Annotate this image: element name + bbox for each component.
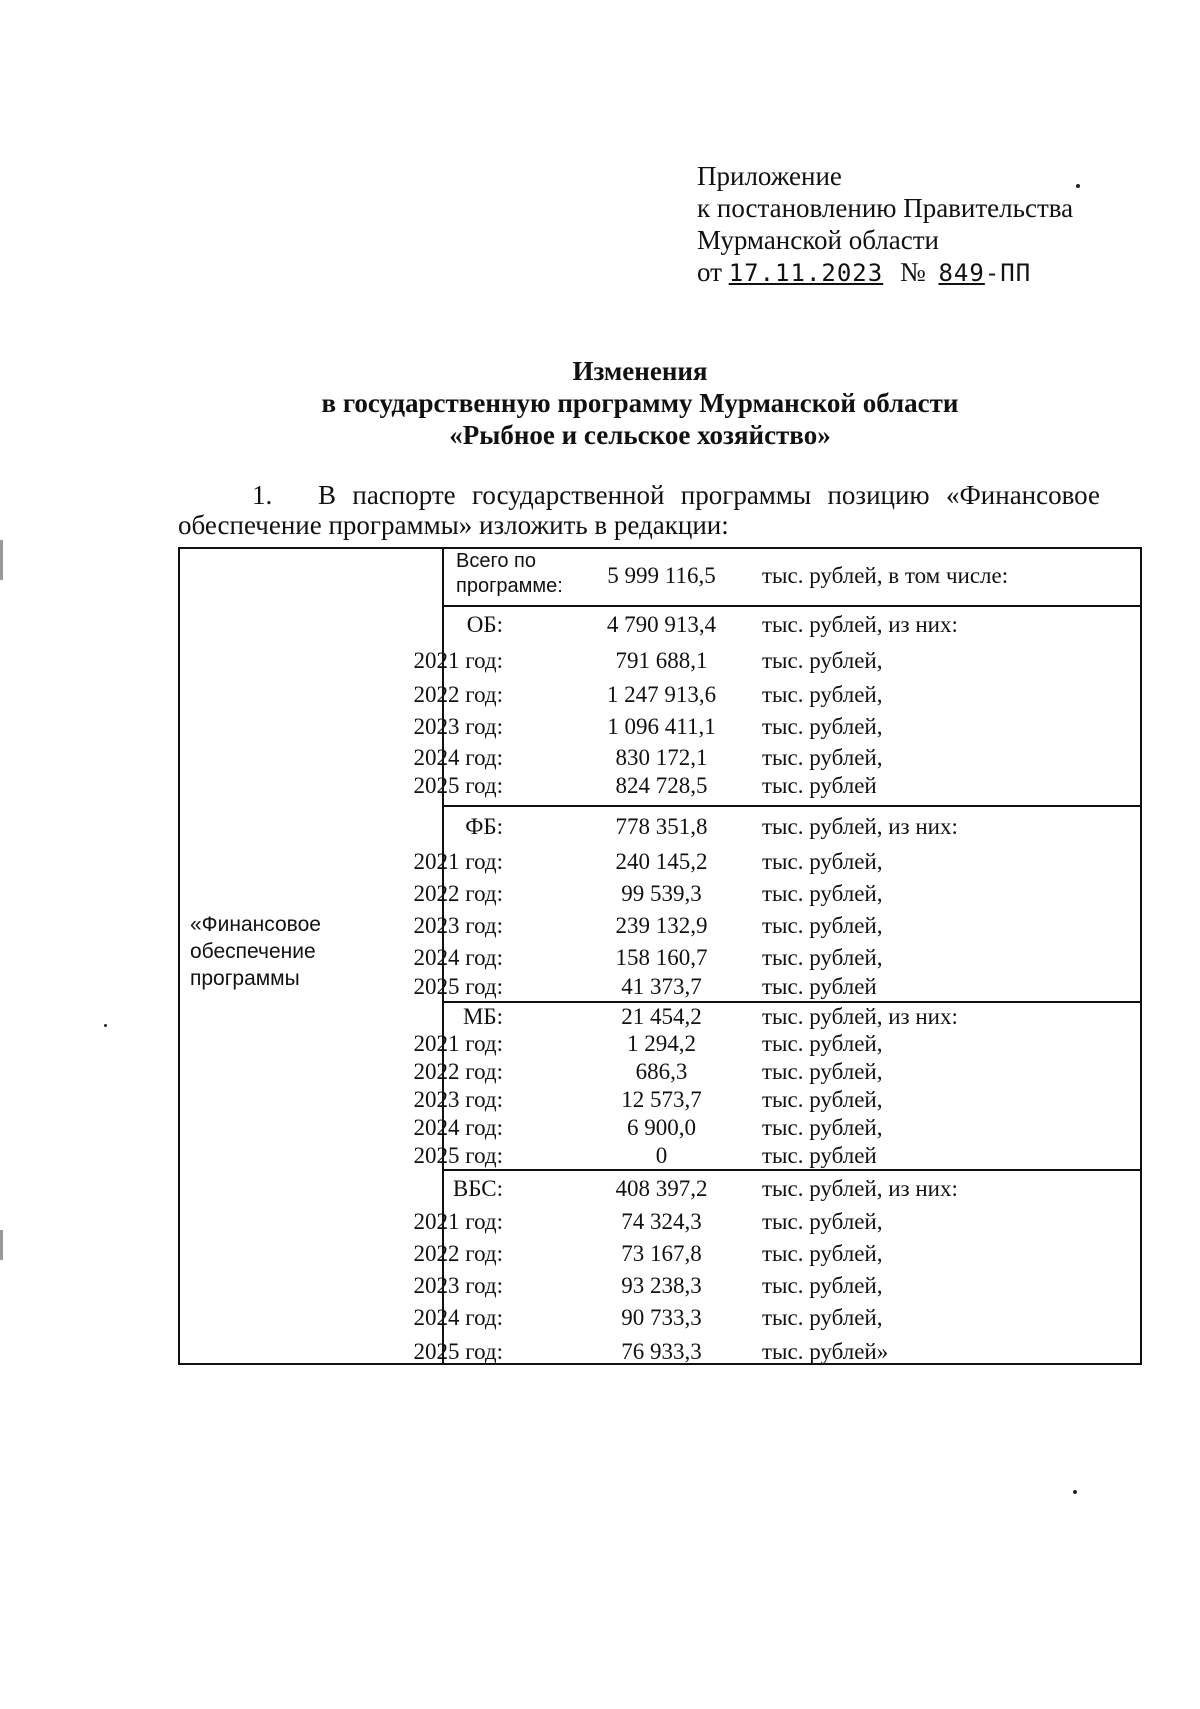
year-label: 2024 год: <box>413 945 503 970</box>
year-unit: тыс. рублей <box>762 773 877 798</box>
year-label: 2021 год: <box>413 1209 503 1234</box>
source-key: МБ: <box>462 1004 503 1029</box>
source-key: ОБ: <box>466 612 503 637</box>
year-unit: тыс. рублей, <box>762 913 883 938</box>
year-value: 158 160,7 <box>615 945 708 970</box>
year-row <box>413 647 1140 675</box>
year-value: 824 728,5 <box>615 773 708 798</box>
year-value: 76 933,3 <box>621 1339 702 1364</box>
year-unit: тыс. рублей, <box>762 945 883 970</box>
year-value: 686,3 <box>635 1059 688 1084</box>
paragraph-number: 1. <box>252 480 273 510</box>
source-total-row <box>444 611 1140 639</box>
source-block-fb <box>413 805 1140 1001</box>
year-unit: тыс. рублей, <box>762 1209 883 1234</box>
year-value: 73 167,8 <box>621 1241 702 1266</box>
year-unit: тыс. рублей <box>762 1143 877 1168</box>
year-label: 2023 год: <box>413 913 503 938</box>
year-unit: тыс. рублей, <box>762 881 883 906</box>
year-value: 41 373,7 <box>621 974 702 999</box>
year-unit: тыс. рублей, <box>762 648 883 673</box>
source-unit: тыс. рублей, из них: <box>762 814 958 839</box>
year-row <box>413 1058 1140 1086</box>
source-block-mb <box>413 1001 1140 1169</box>
source-value: 21 454,2 <box>621 1004 702 1029</box>
total-label-line-1: Всего по <box>456 550 536 572</box>
year-unit: тыс. рублей, <box>762 714 883 739</box>
scan-edge-mark <box>0 540 3 580</box>
scan-speck <box>1073 1490 1077 1494</box>
year-row <box>413 1114 1140 1142</box>
year-unit: тыс. рублей, <box>762 682 883 707</box>
year-unit: тыс. рублей, <box>762 1273 883 1298</box>
year-value: 6 900,0 <box>627 1115 696 1140</box>
financing-label <box>190 911 321 992</box>
paragraph-1 <box>178 480 1100 540</box>
scan-edge-mark <box>0 1230 3 1260</box>
year-unit: тыс. рублей, <box>762 1115 883 1140</box>
year-row <box>413 681 1140 709</box>
year-unit: тыс. рублей, <box>762 1059 883 1084</box>
heading-subtitle: в государственную программу Мурманской области <box>321 388 959 418</box>
year-value: 90 733,3 <box>621 1305 702 1330</box>
year-label: 2025 год: <box>413 1339 503 1364</box>
year-row <box>413 880 1140 908</box>
total-block <box>444 549 1140 605</box>
source-total-row <box>444 813 1140 841</box>
financing-table <box>178 547 1142 1365</box>
source-value: 408 397,2 <box>615 1176 708 1201</box>
total-row <box>444 562 1140 590</box>
year-label: 2025 год: <box>413 1143 503 1168</box>
year-value: 93 238,3 <box>621 1273 702 1298</box>
year-row <box>413 713 1140 741</box>
financing-label-line-1: «Финансовое <box>190 913 321 936</box>
year-unit: тыс. рублей, <box>762 1305 883 1330</box>
year-label: 2021 год: <box>413 849 503 874</box>
appendix-dateline <box>697 256 1073 289</box>
year-row <box>413 973 1140 1001</box>
year-row <box>413 772 1140 800</box>
total-label-line-2: программе: <box>456 575 563 597</box>
year-row <box>413 1240 1140 1268</box>
year-row <box>413 744 1140 772</box>
year-unit: тыс. рублей <box>762 974 877 999</box>
year-row <box>413 1338 1140 1366</box>
year-row <box>413 1030 1140 1058</box>
number-sign: № <box>899 257 926 287</box>
year-label: 2022 год: <box>413 881 503 906</box>
year-label: 2023 год: <box>413 714 503 739</box>
year-row <box>413 1208 1140 1236</box>
year-value: 239 132,9 <box>615 913 708 938</box>
paragraph-text-1: В паспорте государственной программы позицию «Финансовое <box>318 480 1100 510</box>
financing-label-line-3: программы <box>190 967 300 990</box>
financing-label-line-2: обеспечение <box>190 940 316 963</box>
heading-program-name: «Рыбное и сельское хозяйство» <box>449 420 831 450</box>
year-label: 2022 год: <box>413 1241 503 1266</box>
resolution-date: 17.11.2023 <box>728 259 884 287</box>
year-label: 2024 год: <box>413 1305 503 1330</box>
year-label: 2024 год: <box>413 745 503 770</box>
source-key: ФБ: <box>465 814 503 839</box>
scan-speck <box>1076 184 1080 188</box>
date-prefix: от <box>697 257 722 287</box>
appendix-title: Приложение <box>697 161 842 191</box>
year-unit: тыс. рублей, <box>762 1241 883 1266</box>
paragraph-line-1 <box>178 480 1100 510</box>
year-unit: тыс. рублей, <box>762 1087 883 1112</box>
year-unit: тыс. рублей» <box>762 1339 889 1364</box>
year-unit: тыс. рублей, <box>762 849 883 874</box>
appendix-line-resolution: к постановлению Правительства <box>697 193 1074 223</box>
document-heading <box>0 355 1200 451</box>
year-value: 99 539,3 <box>621 881 702 906</box>
year-row <box>413 1142 1140 1170</box>
source-block-vbs <box>413 1169 1140 1364</box>
year-value: 830 172,1 <box>615 745 708 770</box>
source-unit: тыс. рублей, из них: <box>762 1004 958 1029</box>
year-row <box>413 848 1140 876</box>
year-unit: тыс. рублей, <box>762 745 883 770</box>
year-label: 2022 год: <box>413 682 503 707</box>
scan-speck <box>104 1024 107 1027</box>
year-row <box>413 944 1140 972</box>
year-label: 2025 год: <box>413 974 503 999</box>
year-value: 1 247 913,6 <box>606 682 717 707</box>
paragraph-text-2: обеспечение программы» изложить в редакции: <box>178 510 729 540</box>
year-unit: тыс. рублей, <box>762 1031 883 1056</box>
year-value: 1 294,2 <box>627 1031 696 1056</box>
heading-title: Изменения <box>572 356 708 386</box>
source-value: 4 790 913,4 <box>606 612 717 637</box>
year-value: 74 324,3 <box>621 1209 702 1234</box>
resolution-number-suffix: -ПП <box>984 259 1032 287</box>
total-unit: тыс. рублей, в том числе: <box>762 563 1009 588</box>
source-unit: тыс. рублей, из них: <box>762 1176 958 1201</box>
year-row <box>413 1272 1140 1300</box>
year-row <box>413 1304 1140 1332</box>
year-label: 2025 год: <box>413 773 503 798</box>
source-key: ВБС: <box>452 1176 503 1201</box>
source-total-row <box>444 1003 1140 1031</box>
year-row <box>413 912 1140 940</box>
year-label: 2021 год: <box>413 1031 503 1056</box>
source-unit: тыс. рублей, из них: <box>762 612 958 637</box>
year-value: 791 688,1 <box>615 648 708 673</box>
year-label: 2023 год: <box>413 1273 503 1298</box>
year-label: 2021 год: <box>413 648 503 673</box>
appendix-line-region: Мурманской области <box>697 225 939 255</box>
year-label: 2023 год: <box>413 1087 503 1112</box>
year-label: 2022 год: <box>413 1059 503 1084</box>
source-total-row <box>444 1175 1140 1203</box>
year-row <box>413 1086 1140 1114</box>
source-block-ob <box>413 605 1140 805</box>
resolution-number: 849 <box>938 259 985 287</box>
financing-label-cell <box>180 549 444 1363</box>
year-value: 1 096 411,1 <box>607 714 716 739</box>
year-value: 12 573,7 <box>621 1087 702 1112</box>
year-label: 2024 год: <box>413 1115 503 1140</box>
year-value: 240 145,2 <box>615 849 708 874</box>
year-value: 0 <box>655 1143 668 1168</box>
source-value: 778 351,8 <box>615 814 708 839</box>
appendix-block <box>697 160 1073 289</box>
total-value: 5 999 116,5 <box>607 563 716 588</box>
